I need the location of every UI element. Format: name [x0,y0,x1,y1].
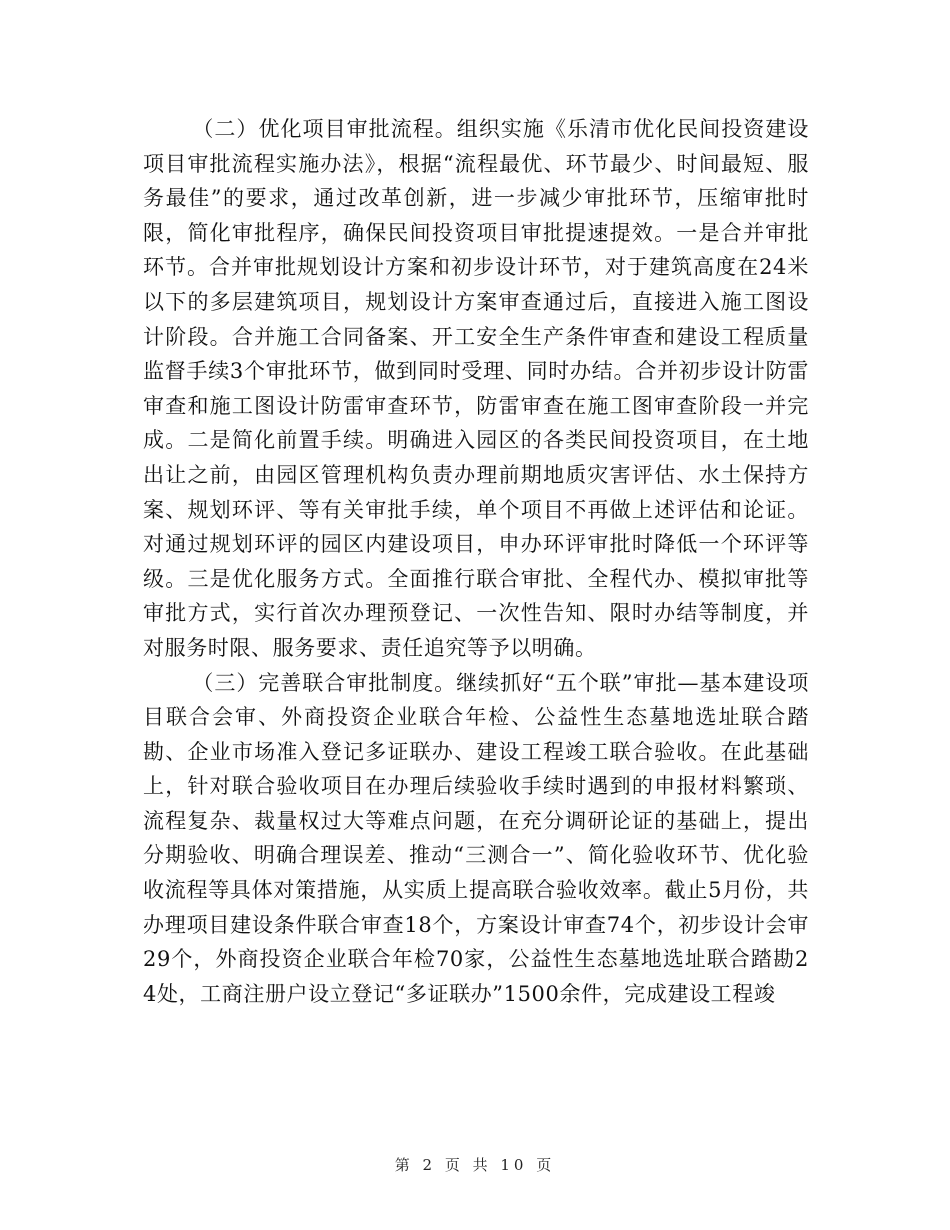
paragraph-section-3: （三）完善联合审批制度。继续抓好“五个联”审批—基本建设项目联合会审、外商投资企业联合年检、公益性生态墓地选址联合踏勘、企业市场准入登记多证联办、建设工程竣工联合验收。在此基础上，针对联合验收项目在办理后续验收手续时遇到的申报材料繁琐、流程复杂、裁量权过大等难点问题，在充分调研论证的基础上，提出分期验收、明确合理误差、推动“三测合一”、简化验收环节、优化验收流程等具体对策措施，从实质上提高联合验收效率。截止5月份，共办理项目建设条件联合审查18个，方案设计审查74个，初步设计会审29个，外商投资企业联合年检70家，公益性生态墓地选址联合踏勘24处，工商注册户设立登记“多证联办”1500余件，完成建设工程竣 [143,670,809,1006]
document-body [143,112,809,1011]
page-number-footer: 第 2 页 共 10 页 [394,1156,556,1174]
paragraph-section-2: （二）优化项目审批流程。组织实施《乐清市优化民间投资建设项目审批流程实施办法》，根据“流程最优、环节最少、时间最短、服务最佳”的要求，通过改革创新，进一步减少审批环节，压缩审批时限，简化审批程序，确保民间投资项目审批提速提效。一是合并审批环节。合并审批规划设计方案和初步设计环节，对于建筑高度在24米以下的多层建筑项目，规划设计方案审查通过后，直接进入施工图设计阶段。合并施工合同备案、开工安全生产条件审查和建设工程质量监督手续3个审批环节，做到同时受理、同时办结。合并初步设计防雷审查和施工图设计防雷审查环节，防雷审查在施工图审查阶段一并完成。二是简化前置手续。明确进入园区的各类民间投资项目，在土地出让之前，由园区管理机构负责办理前期地质灾害评估、水土保持方案、规划环评、等有关审批手续，单个项目不再做上述评估和论证。对通过规划环评的园区内建设项目，申办环评审批时降低一个环评等级。三是优化服务方式。全面推行联合审批、全程代办、模拟审批等审批方式，实行首次办理预登记、一次性告知、限时办结等制度，并对服务时限、服务要求、责任追究等予以明确。 [143,117,809,660]
